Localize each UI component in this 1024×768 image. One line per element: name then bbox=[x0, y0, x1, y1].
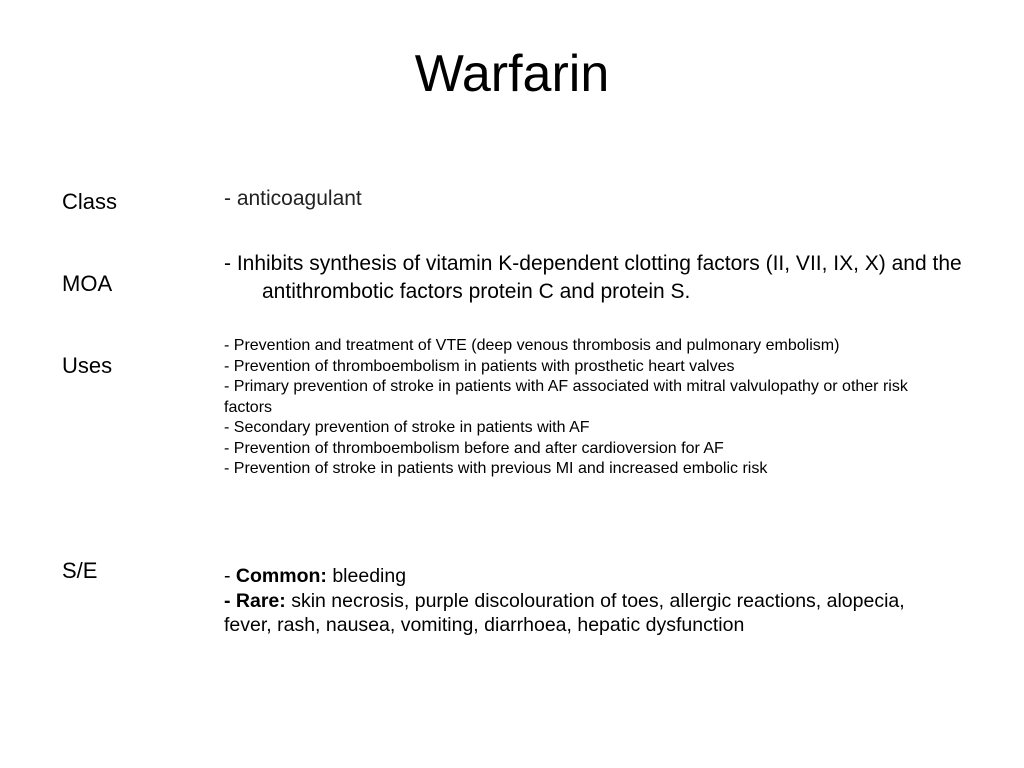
row-label-side-effects: S/E bbox=[62, 558, 98, 583]
uses-item: - Primary prevention of stroke in patients with AF associated with mitral valvulopathy or other risk factors bbox=[224, 378, 908, 416]
class-text: - anticoagulant bbox=[224, 187, 362, 210]
row-label-uses: Uses bbox=[62, 353, 113, 378]
uses-item: - Prevention of stroke in patients with previous MI and increased embolic risk bbox=[224, 460, 768, 477]
row-label-class: Class bbox=[62, 189, 118, 214]
common-label: Common: bbox=[235, 565, 327, 587]
uses-item: - Prevention of thromboembolism before and after cardioversion for AF bbox=[224, 439, 724, 457]
side-effects-common-line bbox=[224, 564, 944, 589]
side-effects-text bbox=[224, 564, 944, 638]
uses-item: - Prevention and treatment of VTE (deep venous thrombosis and pulmonary embolism) bbox=[224, 337, 840, 354]
common-text: bleeding bbox=[326, 565, 407, 587]
uses-item: - Secondary prevention of stroke in patients with AF bbox=[224, 419, 590, 436]
rare-label: - Rare: bbox=[224, 589, 286, 612]
common-prefix: - bbox=[224, 565, 236, 587]
moa-text: - Inhibits synthesis of vitamin K-dependent clotting factors (II, VII, IX, X) and the antithrombotic factors protein C and protein S. bbox=[224, 252, 962, 303]
uses-item: - Prevention of thromboembolism in patients with prosthetic heart valves bbox=[224, 357, 735, 375]
side-effects-rare-line bbox=[224, 589, 944, 638]
slide-title: Warfarin bbox=[414, 45, 610, 103]
uses-list bbox=[224, 336, 914, 480]
rare-text: skin necrosis, purple discolouration of toes, allergic reactions, alopecia, fever, rash, nausea, vomiting, diarrhoea, hepatic dysfunction bbox=[224, 589, 905, 636]
row-label-moa: MOA bbox=[62, 271, 113, 296]
